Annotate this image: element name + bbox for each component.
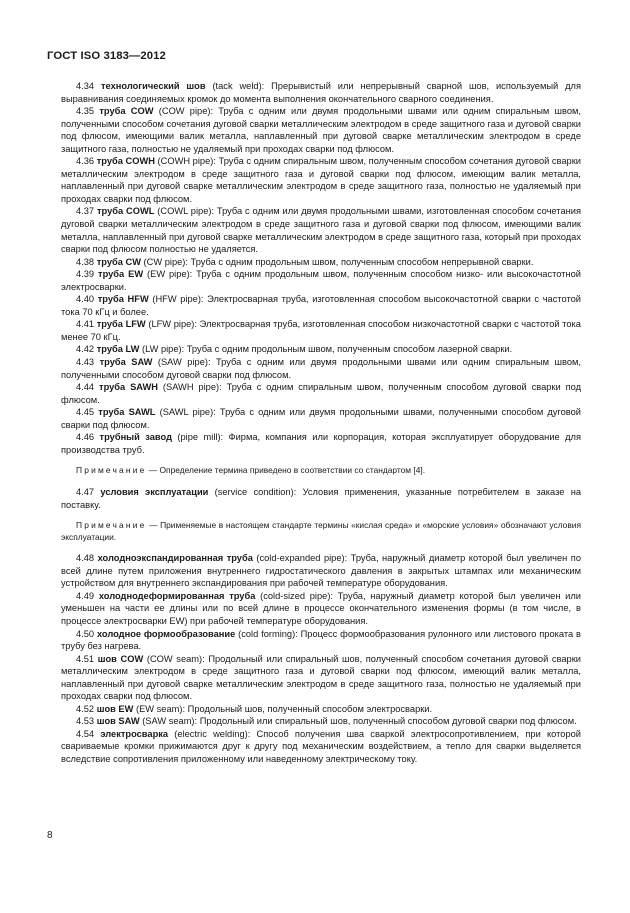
term-name: труба SAWH [99,382,158,393]
term-number: 4.37 [76,206,95,217]
term-name: трубный завод [99,432,172,443]
term-entry-4-34 [61,80,581,105]
term-number: 4.44 [76,382,95,393]
term-number: 4.42 [76,344,95,355]
term-name: труба LFW [96,319,146,330]
term-number: 4.54 [76,728,95,739]
term-number: 4.53 [76,716,95,727]
term-number: 4.35 [76,106,95,117]
terms-list-2 [61,552,581,765]
term-entry-4-50 [61,628,581,653]
terms-list-1 [61,80,581,456]
term-entry-4-41 [61,318,581,343]
term-name: труба SAW [99,357,153,368]
term-number: 4.45 [76,407,95,418]
note-1 [61,465,581,477]
term-name: холодноэкспандированная труба [97,553,253,564]
term-entry-4-51 [61,653,581,703]
term-entry-4-48 [61,552,581,590]
term-definition: (SAW pipe): Труба с одним или двумя продольными швами или одним спиральным швом, полученными способом дуговой сварки под флюсом. [61,357,581,380]
term-definition: (COW pipe): Труба с одним или двумя продольными швами или одним спиральным швом, полученными способом сочетания дуговой сварки металлическим электродом в среде защитного газа и дуговой сварки под флюсом, имеющими валик металла, наплавленный при дуговой сварке металлическим электродом в среде защитного газа, полностью не удаляемый при проходах сварки под флюсом. [61,106,581,154]
term-definition: (COWH pipe): Труба с одним спиральным швом, полученным способом сочетания дуговой сварки металлическим электродом в среде защитного газа и дуговой сварки под флюсом, имеющим валик металла, наплавленный при дуговой сварке металлическим электродом в среде защитного газа, полностью не удаляемый при проходах сварки под флюсом. [61,156,581,204]
term-number: 4.48 [76,553,95,564]
term-number: 4.41 [76,319,95,330]
term-entry-4-46 [61,431,581,456]
term-number: 4.43 [76,357,95,368]
term-definition: (SAW seam): Продольный или спиральный шов, полученный способом дуговой сварки под флюсом. [139,716,577,727]
term-entry-4-52 [61,703,581,716]
term-definition: (cold forming): Процесс формообразования рулонного или листового проката в трубу без нагрева. [61,628,581,652]
term-definition: (tack weld): Прерывистый или непрерывный сварной шов, используемый для выравнивания соединяемых кромок до момента выполнения окончательного сварного соединения. [61,81,581,104]
term-name: труба COWH [96,156,155,167]
term-entry-4-42 [61,343,581,356]
term-definition: (cold-sized pipe): Труба, наружный диаметр которой был увеличен или уменьшен на части ее длины или по всей длине в процессе окончательного изменения формы (в том числе, в процессе электросварки EW) при рабочей температуре оборудования. [61,590,581,627]
term-entry-4-45 [61,406,581,431]
term-entry-4-38 [61,256,581,269]
term-definition: (EW seam): Продольный шов, полученный способом электросварки. [133,703,433,714]
term-definition: (service condition): Условия применения, указанные потребителем в заказе на поставку. [61,487,582,510]
term-definition: (cold-expanded pipe): Труба, наружный диаметр которой был увеличен по всей длине путем приложения внутреннего гидростатического давления в закрытых штампах или механическим устройством для внутреннего экспандирования при рабочей температуре оборудования. [61,553,582,589]
term-entry-4-47 [61,486,581,511]
term-definition: (LFW pipe): Электросварная труба, изготовленная способом низкочастотной сварки с частотой тока менее 70 кГц. [61,319,581,342]
term-name: труба SAWL [98,407,156,418]
terms-section [61,80,581,766]
note-label: Примечание [76,520,147,531]
term-name: труба HFW [97,294,149,305]
term-entry-4-36 [61,155,581,205]
term-definition: (electric welding): Способ получения шва сваркой электросопротивлением, при которой свариваемые кромки прижимаются друг к другу под механическим воздействием, а тепло для сварки выделяется вследствие сопротивления приложенному или наведенному электрическому току. [61,728,581,765]
term-name: шов SAW [96,716,140,727]
term-number: 4.40 [76,294,95,305]
note-2 [61,520,581,543]
term-number: 4.52 [76,703,95,714]
term-name: труба LW [96,344,140,355]
term-name: труба EW [98,269,144,280]
term-number: 4.34 [76,81,95,91]
page-number: 8 [47,830,53,841]
term-number: 4.46 [76,432,95,443]
term-number: 4.51 [76,653,95,664]
term-entry-4-49 [61,590,581,628]
term-entry-4-39 [61,268,581,293]
term-entry-4-43 [61,356,581,381]
note-label: Примечание [76,465,147,476]
term-definition: (COWL pipe): Труба с одним или двумя продольными швами, изготовленная способом сочетания дуговой сварки металлическим электродом в среде защитного газа и дуговой сварки под флюсом, имеющими валик металла, наплавленный при дуговой сварке металлическим электродом в среде защитного газа, который при проходах сварки под флюсом полностью не удаляется. [61,206,581,255]
term-number: 4.36 [76,156,95,167]
term-number: 4.50 [76,628,95,639]
term-definition: (CW pipe): Труба с одним продольным швом, полученным способом непрерывной сварки. [140,256,534,267]
term-name: технологический шов [100,81,206,91]
note-text: — Определение термина приведено в соответствии со стандартом [4]. [146,465,426,476]
term-entry-4-44 [61,381,581,406]
term-name: труба COWL [96,206,155,217]
term-name: холоднодеформированная труба [98,590,256,601]
term-definition: (EW pipe): Труба с одним продольным швом, полученным способом низко- или высокочастотной электросварки. [61,269,581,292]
term-name: шов COW [97,653,144,664]
term-definition: (SAWL pipe): Труба с одним или двумя продольными швами, полученными способом дуговой сварки под флюсом. [61,407,581,430]
term-definition: (HFW pipe): Электросварная труба, изготовленная способом высокочастотной сварки с частотой тока 70 кГц и более. [61,294,581,317]
term-name: холодное формообразование [96,628,236,639]
term-number: 4.39 [76,269,95,280]
term-entry-4-54 [61,728,581,766]
term-entry-4-53 [61,715,581,728]
term-definition: (LW pipe): Труба с одним продольным швом, полученным способом лазерной сварки. [139,344,513,355]
term-definition: (COW seam): Продольный или спиральный шов, полученный способом сочетания дуговой сварки металлическим электродом в среде защитного газа и дуговой сварки под флюсом, имеющий валик металла, наплавленный при дуговой сварке металлическим электродом в среде защитного газа, полностью не удаляемый при проходах сварки под флюсом. [61,653,581,702]
term-number: 4.49 [76,590,95,601]
term-entry-4-40 [61,293,581,318]
term-entry-4-35 [61,105,581,155]
term-number: 4.38 [76,256,95,267]
standard-header: ГОСТ ISO 3183—2012 [47,50,166,62]
term-name: шов EW [96,703,134,714]
term-name: труба COW [99,106,154,117]
note-text: — Применяемые в настоящем стандарте термины «кислая среда» и «морские условия» обозначают условия эксплуатации. [61,520,581,542]
term-name: электросварка [100,728,169,739]
term-number: 4.47 [76,487,95,497]
term-definition: (pipe mill): Фирма, компания или корпорация, которая эксплуатирует оборудование для производства труб. [61,432,581,455]
term-name: труба CW [96,256,141,267]
term-entry-4-37 [61,205,581,255]
term-name: условия эксплуатации [100,487,209,497]
term-definition: (SAWH pipe): Труба с одним спиральным швом, полученным способом дуговой сварки под флюсом. [61,382,581,405]
